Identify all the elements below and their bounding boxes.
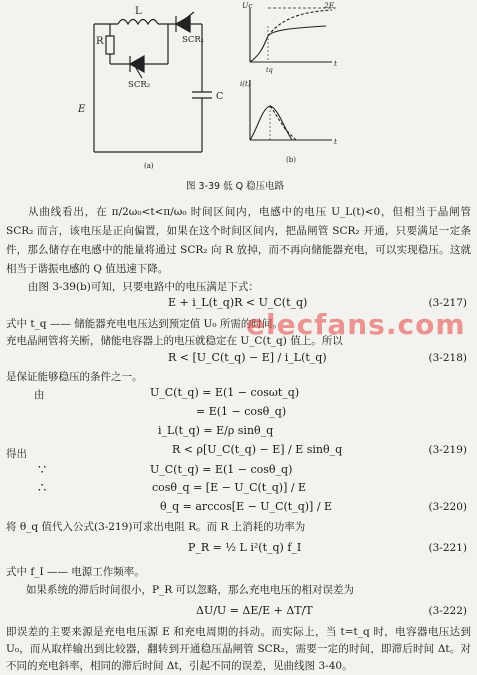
equation-uc-2: = E(1 − cosθ_q): [196, 405, 287, 418]
paragraph-4: 是保证能够稳压的条件之一。: [6, 371, 143, 383]
label-SCR1: SCR₁: [182, 35, 205, 45]
paragraph-6: 如果系统的滞后时间很小，P_R 可以忽略，那么充电电压的相对误差为: [26, 584, 355, 596]
where-fi: 式中 f_I —— 电源工作频率。: [6, 566, 145, 578]
label-SCR2: SCR₂: [128, 80, 151, 90]
label-t-lower: t: [334, 137, 338, 146]
label-L: L: [135, 6, 142, 17]
label-C: C: [216, 91, 224, 102]
label-2E: 2E: [324, 1, 335, 10]
equation-3-217: E + i_L(t_q)R < U_C(t_q): [168, 296, 308, 309]
equation-uc-3: U_C(t_q) = E(1 − cosθ_q): [150, 463, 293, 476]
equation-3-219: R < ρ[U_C(t_q) − E] / E sinθ_q: [172, 443, 343, 456]
paragraph-3: 充电晶闸管将关断，储能电容器上的电压就稳定在 U_C(t_q) 值上。所以: [6, 335, 343, 347]
label-i-axis: i(t): [240, 80, 251, 88]
waveform-plots: [232, 2, 352, 170]
symbol-therefore: ∴: [38, 481, 47, 496]
paragraph-1: 从曲线看出，在 π/2ω₀<t<π/ω₀ 时间区间内，电感中的电压 U_L(t)<0，但相当于晶闸管 SCR₂ 而言，该电压是正向偏置，如果在这个时间区间内，把晶闸管 SCR₂ 开通，只要满足一定条件，那么储存在电感中的能量将通过 SCR₂ 向 R 放掉，而不再向储能器充电，可以实现稳压。这就相当于谐振电感的 Q 值迅速下降。: [6, 206, 471, 275]
label-tq: tq: [266, 66, 273, 74]
equation-3-221: P_R = ½ L i²(t_q) f_I: [188, 541, 302, 554]
paragraph-5: 将 θ_q 值代入公式(3-219)可求出电阻 R。而 R 上消耗的功率为: [6, 521, 306, 533]
where-tq: 式中 t_q —— 储能器充电电压达到预定值 U₀ 所需的时间。: [6, 318, 283, 330]
equation-cos-theta: cosθ_q = [E − U_C(t_q)] / E: [152, 481, 307, 494]
label-dechu: 得出: [6, 448, 27, 460]
label-t-upper: t: [334, 59, 338, 68]
equation-number-222: (3-222): [428, 605, 467, 617]
equation-number-219: (3-219): [428, 444, 467, 456]
label-part-b: (b): [286, 156, 296, 164]
label-uc-axis: Uc: [242, 1, 253, 10]
label-R: R: [96, 36, 104, 47]
label-E: E: [78, 104, 86, 115]
equation-number-217: (3-217): [428, 297, 467, 309]
paragraph-7: 即误差的主要来源是充电电压源 E 和充电周期的抖动。而实际上，当 t=t_q 时，电容器电压达到 U₀，而从取样输出到比较器，翻转到开通稳压晶闸管 SCR₂，需要一定的时间，即滞后时间 Δt。对不同的充电斜率，相同的滞后时间 Δt，引起不同的误差，见曲线图 3-40。: [6, 626, 471, 672]
watermark: elecfans.com: [246, 308, 466, 341]
label-you: 由: [34, 389, 45, 401]
paragraph-2: 由图 3-39(b)可知，只要电路中的电压满足下式：: [28, 281, 259, 293]
equation-3-220: θ_q = arccos[E − U_C(t_q)] / E: [160, 500, 333, 513]
equation-number-218: (3-218): [428, 352, 467, 364]
figure-caption: 图 3-39 低 Q 稳压电路: [186, 181, 285, 192]
symbol-because: ∵: [38, 463, 47, 478]
equation-3-218: R < [U_C(t_q) − E] / i_L(t_q): [168, 351, 327, 364]
label-part-a: (a): [144, 162, 154, 170]
equation-3-222: ΔU/U = ΔE/E + ΔT/T: [196, 604, 313, 617]
equation-number-221: (3-221): [428, 542, 467, 554]
equation-uc-1: U_C(t_q) = E(1 − cosωt_q): [150, 386, 300, 399]
equation-number-220: (3-220): [428, 501, 467, 513]
circuit-diagram: [80, 2, 240, 170]
equation-il: i_L(t_q) = E/ρ sinθ_q: [158, 424, 274, 437]
